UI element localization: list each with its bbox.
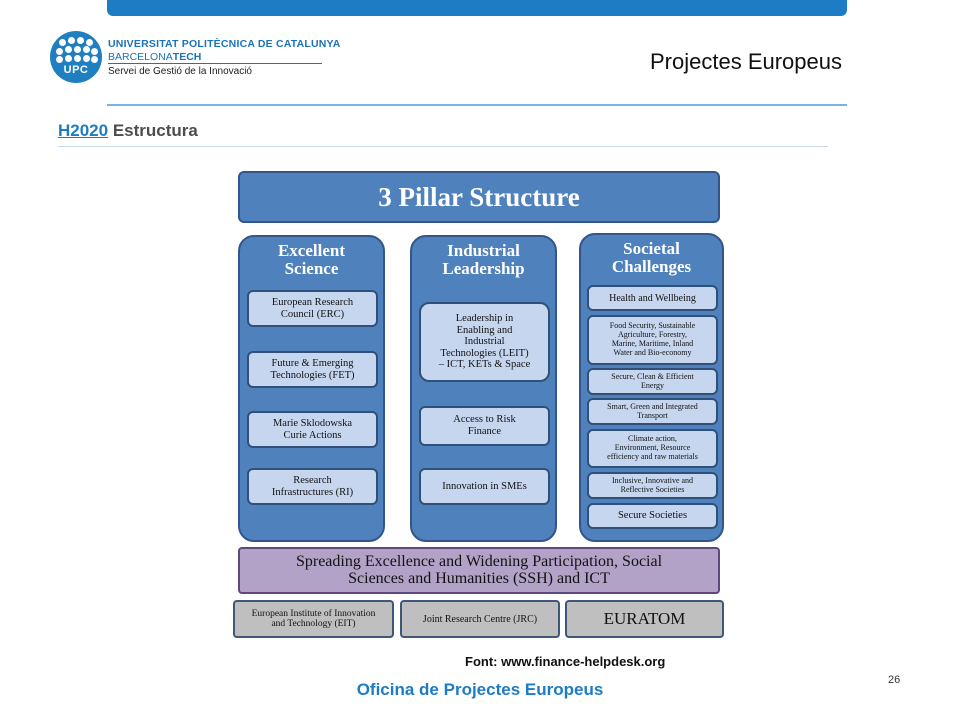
pillar-item: Secure, Clean & Efficient Energy <box>587 368 718 395</box>
header-divider <box>107 104 847 106</box>
pillar-item: Food Security, Sustainable Agriculture, Forestry, Marine, Maritime, Inland Water and Bio-economy <box>587 315 718 365</box>
pillar-item: Inclusive, Innovative and Reflective Societies <box>587 472 718 499</box>
pillar-item: Marie Sklodowska Curie Actions <box>247 411 378 448</box>
service-name: Servei de Gestió de la Innovació <box>108 66 252 77</box>
pillar-item: Health and Wellbeing <box>587 285 718 311</box>
pillar-title-industrial-leadership: Industrial Leadership <box>442 241 525 278</box>
pillar-item: Access to Risk Finance <box>419 406 550 446</box>
logo-divider <box>108 63 322 64</box>
pillar-item: Secure Societies <box>587 503 718 529</box>
pillar-item: Climate action, Environment, Resource efficiency and raw materials <box>587 429 718 468</box>
spreading-excellence-box: Spreading Excellence and Widening Participation, Social Sciences and Humanities (SSH) and ICT <box>238 547 720 594</box>
eit-box: European Institute of Innovation and Technology (EIT) <box>233 600 394 638</box>
pillar-item: European Research Council (ERC) <box>247 290 378 327</box>
pillar-item: Smart, Green and Integrated Transport <box>587 398 718 425</box>
page-number: 26 <box>888 674 901 686</box>
source-note: Font: www.finance-helpdesk.org <box>465 654 666 669</box>
pillar-title-societal-challenges: Societal Challenges <box>611 239 692 276</box>
section-subtitle: H2020 Estructura <box>58 121 198 140</box>
top-accent-bar <box>107 0 847 16</box>
logo-text: UPC <box>63 64 89 76</box>
jrc-box: Joint Research Centre (JRC) <box>400 600 560 638</box>
pillar-item: Future & Emerging Technologies (FET) <box>247 351 378 388</box>
page-title: Projectes Europeus <box>650 49 842 74</box>
footer-office: Oficina de Projectes Europeus <box>356 680 604 699</box>
pillar-item: Leadership in Enabling and Industrial Technologies (LEIT) – ICT, KETs & Space <box>419 302 550 382</box>
pillar-item: Innovation in SMEs <box>419 468 550 505</box>
upc-logo <box>50 31 102 83</box>
subtitle-divider <box>58 146 828 147</box>
pillar-item: Research Infrastructures (RI) <box>247 468 378 505</box>
pillar-title-excellent-science: Excellent Science <box>277 241 346 278</box>
euratom-box: EURATOM <box>565 600 724 638</box>
university-name: UNIVERSITAT POLITÈCNICA DE CATALUNYA <box>108 38 341 50</box>
diagram-main-title: 3 Pillar Structure <box>238 171 720 223</box>
university-subname: BARCELONATECH <box>108 51 202 63</box>
